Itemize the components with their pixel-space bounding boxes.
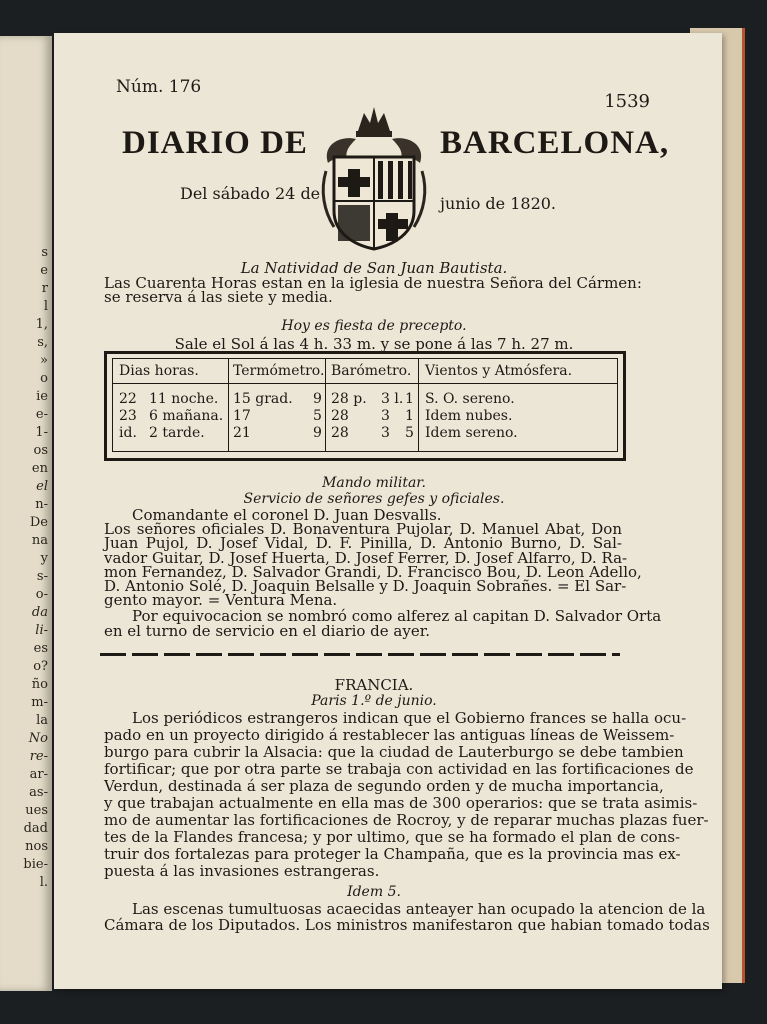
text-line: en el turno de servicio en el diario de ayer. <box>104 622 431 640</box>
text-line: vador Guitar, D. Josef Huerta, D. Josef Ferrer, D. Josef Alfarro, D. Ra- <box>104 548 628 567</box>
weather-cell: 23 <box>119 408 137 424</box>
weather-cell: Idem nubes. <box>425 408 513 424</box>
left-page-fragment: e <box>40 263 48 278</box>
section-rule <box>100 653 620 656</box>
weather-cell: 1 <box>405 408 414 424</box>
military-subheading: Servicio de señores gefes y oficiales. <box>243 491 505 507</box>
text-line: Los señores oficiales D. Bonaventura Pujolar, D. Manuel Abat, Don <box>104 520 622 539</box>
weather-table-grid <box>112 358 618 452</box>
date-weekday: Del sábado 24 de <box>180 184 321 203</box>
text-line: Cámara de los Diputados. Los ministros manifestaron que habian tomado todas <box>104 916 710 934</box>
sunrise-sunset: Sale el Sol á las 4 h. 33 m. y se pone á las 7 h. 27 m. <box>174 335 574 353</box>
text-line: tes de la Flandes francesa; y por ultimo, que se ha formado el plan de cons- <box>104 828 681 846</box>
text-line: Los periódicos estrangeros indican que el Gobierno frances se halla ocu- <box>132 709 687 727</box>
col-divider <box>418 359 419 451</box>
weather-cell: 1 <box>405 391 414 407</box>
weather-cell: 21 <box>233 425 251 441</box>
left-page-fragment: ues <box>25 803 48 818</box>
left-page-fragment: nos <box>25 839 48 854</box>
left-page-fragment: y <box>40 551 48 566</box>
weather-cell: 9 <box>313 391 322 407</box>
weather-cell: 9 <box>313 425 322 441</box>
weather-header: Dias horas. <box>119 363 199 379</box>
text-line: Comandante el coronel D. Juan Desvalls. <box>132 506 442 524</box>
left-page-fragment: es <box>33 641 48 656</box>
text-line: Verdun, destinada á ser plaza de segundo orden y de mucha importancia, <box>104 777 664 795</box>
left-page-fragment: la <box>36 713 48 728</box>
weather-cell: 22 <box>119 391 137 407</box>
weather-cell: S. O. sereno. <box>425 391 515 407</box>
weather-cell: 28 <box>331 408 349 424</box>
text-line: Juan Pujol, D. Josef Vidal, D. F. Pinilla, D. Antonio Burno, D. Sal- <box>104 534 622 553</box>
left-page-edge <box>0 36 52 991</box>
text-line: truir dos fortalezas para proteger la Champaña, que es la provincia mas ex- <box>104 845 681 863</box>
left-page-fragment: De <box>29 515 48 530</box>
francia-dateline: Paris 1.º de junio. <box>311 693 437 709</box>
left-page-fragment: da <box>31 605 48 620</box>
text-line: gento mayor. = Ventura Mena. <box>104 591 338 610</box>
left-page-fragment: n- <box>35 497 48 512</box>
page-number: 1539 <box>604 91 650 112</box>
col-divider <box>228 359 229 451</box>
weather-header: Vientos y Atmósfera. <box>425 363 573 379</box>
weather-table <box>104 351 626 461</box>
notice-line: Las Cuarenta Horas estan en la iglesia de nuestra Señora del Cármen: <box>104 274 642 292</box>
left-page-fragment: dad <box>23 821 48 836</box>
left-page-fragment: s <box>41 245 48 260</box>
left-page-fragment: 1, <box>35 317 48 332</box>
weather-cell: 28 <box>331 425 349 441</box>
feast-notice: Hoy es fiesta de precepto. <box>281 318 467 334</box>
weather-cell: 6 mañana. <box>149 408 224 424</box>
left-page-fragment: m- <box>31 695 48 710</box>
weather-cell: 5 <box>405 425 414 441</box>
forty-hours-notice <box>104 274 642 306</box>
weather-cell: id. <box>119 425 137 441</box>
left-page-fragment: No <box>28 731 48 746</box>
left-page-fragment: el <box>36 479 48 494</box>
masthead-left: DIARIO DE <box>122 125 308 161</box>
francia-heading: FRANCIA. <box>334 676 414 694</box>
saint-of-day: La Natividad de San Juan Bautista. <box>240 259 508 277</box>
weather-header: Termómetro. <box>233 363 325 379</box>
left-page-fragment: s- <box>36 569 48 584</box>
correction-notice <box>104 607 662 640</box>
left-page-fragment: bie- <box>23 857 48 872</box>
text-line: mo de aumentar las fortificaciones de Rocroy, y de reparar muchas plazas fuer- <box>104 811 709 829</box>
left-page-fragment: li- <box>35 623 48 638</box>
text-line: Por equivocacion se nombró como alferez al capitan D. Salvador Orta <box>132 607 662 625</box>
masthead-right: BARCELONA, <box>440 125 670 161</box>
left-page-fragment: o? <box>33 659 48 674</box>
left-page-fragment: ño <box>31 677 48 692</box>
text-line: y que trabajan actualmente en ella mas de 300 operarios: que se trata asimis- <box>104 794 698 812</box>
left-page-fragment: ie <box>36 389 48 404</box>
left-page-fragment: na <box>31 533 48 548</box>
military-service-list <box>104 506 642 610</box>
weather-header: Barómetro. <box>331 363 412 379</box>
left-page-fragment: ar- <box>29 767 48 782</box>
left-page-fragment: s, <box>37 335 48 350</box>
left-page-fragment: 1- <box>35 425 48 440</box>
left-page-fragment: o- <box>35 587 48 602</box>
newspaper-page <box>54 33 722 989</box>
weather-cell: 17 <box>233 408 251 424</box>
francia-dateline-2: Idem 5. <box>347 884 401 900</box>
francia-article-2 <box>104 900 710 934</box>
weather-cell: 3 <box>381 408 390 424</box>
left-page-fragment: l. <box>39 875 48 890</box>
left-page-fragment: o <box>40 371 48 386</box>
weather-cell: 3 <box>381 425 390 441</box>
left-page-fragment: en <box>31 461 48 476</box>
text-line: Las escenas tumultuosas acaecidas anteayer han ocupado la atencion de la <box>132 900 706 918</box>
text-line: pado en un proyecto dirigido á restablecer las antiguas líneas de Weissem- <box>104 726 675 744</box>
left-page-fragment: l <box>43 299 48 314</box>
left-page-fragment: r <box>41 281 48 296</box>
coat-of-arms-icon <box>318 101 430 253</box>
weather-cell: 28 p. <box>331 391 367 407</box>
text-line: fortificar; que por otra parte se trabaja con actividad en las fortificaciones de <box>104 760 694 778</box>
francia-article <box>104 709 709 880</box>
weather-cell: 5 <box>313 408 322 424</box>
issue-number: Núm. 176 <box>116 77 202 97</box>
weather-cell: 2 tarde. <box>149 425 205 441</box>
text-line: mon Fernandez, D. Salvador Grandi, D. Francisco Bou, D. Leon Adello, <box>104 562 642 581</box>
col-divider <box>325 359 326 451</box>
military-heading: Mando militar. <box>322 475 426 491</box>
left-page-fragment: » <box>40 353 48 368</box>
text-line: D. Antonio Solé, D. Joaquin Belsalle y D. Joaquin Sobrañes. = El Sar- <box>104 577 627 596</box>
text-line: burgo para cubrir la Alsacia: que la ciudad de Lauterburgo se debe tambien <box>104 743 684 761</box>
weather-cell: Idem sereno. <box>425 425 518 441</box>
left-page-fragment: as- <box>29 785 48 800</box>
left-page-fragment: e- <box>35 407 48 422</box>
date-month-year: junio de 1820. <box>440 194 557 213</box>
text-line: puesta á las invasiones estrangeras. <box>104 862 380 880</box>
weather-cell: 15 grad. <box>233 391 293 407</box>
weather-cell: 3 l. <box>381 391 404 407</box>
header-divider <box>113 383 617 384</box>
left-page-fragment: os <box>33 443 48 458</box>
weather-cell: 11 noche. <box>149 391 219 407</box>
left-page-fragment: re- <box>29 749 48 764</box>
notice-line: se reserva á las siete y media. <box>104 288 333 306</box>
